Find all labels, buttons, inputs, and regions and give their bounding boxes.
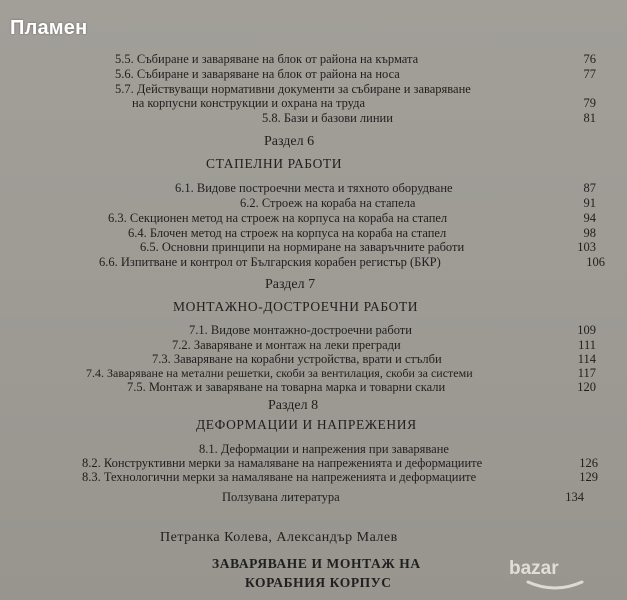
section-7-label: Раздел 7 [265,277,316,292]
toc-entry-8-1: 8.1. Деформации и напрежения при заваряване [199,442,449,456]
toc-entry-literature: Ползувана литература [222,490,340,504]
toc-entry-7-4: 7.4. Заваряване на метални решетки, скоби за вентилация, скоби за системи [86,366,473,380]
toc-page-6-5: 103 [577,240,596,254]
watermark-logo-text: bazar [509,558,559,579]
toc-entry-5-8: 5.8. Бази и базови линии [262,111,393,125]
toc-entry-6-1: 6.1. Видове построечни места и тяхното оборудване [175,181,453,195]
book-authors: Петранка Колева, Александър Малев [160,530,398,545]
toc-page-8-2: 126 [579,456,598,470]
toc-page-5-6: 77 [583,67,596,81]
toc-entry-7-1: 7.1. Видове монтажно-достроечни работи [189,323,412,337]
toc-entry-6-3: 6.3. Секционен метод на строеж на корпуса на кораба на стапел [108,211,448,225]
watermark-smile-icon [525,580,585,592]
toc-page-5-8: 81 [583,111,596,125]
toc-entry-5-7: 5.7. Действуващи нормативни документи за събиране и заваряване [115,82,471,96]
toc-page-7-5: 120 [577,380,596,394]
toc-page-7-3: 114 [577,352,596,366]
toc-page-6-1: 87 [583,181,596,195]
toc-page-7-4: 117 [577,366,596,380]
toc-entry-6-5: 6.5. Основни принципи на нормиране на заваръчните работи [140,240,465,254]
toc-page-7-2: 111 [578,338,596,352]
section-6-title: СТАПЕЛНИ РАБОТИ [206,156,343,171]
toc-entry-7-2: 7.2. Заваряване и монтаж на леки прегради [172,338,401,352]
toc-page-5-5: 76 [583,52,596,66]
toc-page-6-2: 91 [583,196,596,210]
section-6-label: Раздел 6 [264,134,315,149]
book-title-line-1: ЗАВАРЯВАНЕ И МОНТАЖ НА [212,556,421,571]
toc-entry-6-6: 6.6. Изпитване и контрол от Българския корабен регистър (БКР) [99,255,441,269]
toc-entry-5-6: 5.6. Събиране и заваряване на блок от района на носа [115,67,400,81]
toc-page-7-1: 109 [577,323,596,337]
toc-entry-6-2: 6.2. Строеж на кораба на стапела [240,196,416,210]
toc-entry-5-7-cont: на корпусни конструкции и охрана на труда [132,96,366,110]
section-8-title: ДЕФОРМАЦИИ И НАПРЕЖЕНИЯ [196,417,417,432]
section-8-label: Раздел 8 [268,398,319,413]
toc-page-6-4: 98 [583,226,596,240]
toc-page-literature: 134 [565,490,584,504]
brand-label: Пламен [10,17,88,39]
toc-entry-5-5: 5.5. Събиране и заваряване на блок от района на кърмата [115,52,419,66]
toc-page-5-7: 79 [583,96,596,110]
toc-page-6-6: 106 [586,255,605,269]
section-7-title: МОНТАЖНО-ДОСТРОЕЧНИ РАБОТИ [173,299,419,314]
toc-entry-8-2: 8.2. Конструктивни мерки за намаляване на напреженията и деформациите [82,456,483,470]
toc-entry-8-3: 8.3. Технологични мерки за намаляване на напреженията и деформациите [82,470,477,484]
toc-page-8-3: 129 [579,470,598,484]
toc-entry-7-3: 7.3. Заваряване на корабни устройства, врати и стълби [152,352,442,366]
toc-entry-6-4: 6.4. Блочен метод на строеж на корпуса на кораба на стапел [128,226,447,240]
book-title-line-2: КОРАБНИЯ КОРПУС [245,575,392,590]
toc-entry-7-5: 7.5. Монтаж и заваряване на товарна марка и товарни скали [127,380,446,394]
toc-page-6-3: 94 [583,211,596,225]
